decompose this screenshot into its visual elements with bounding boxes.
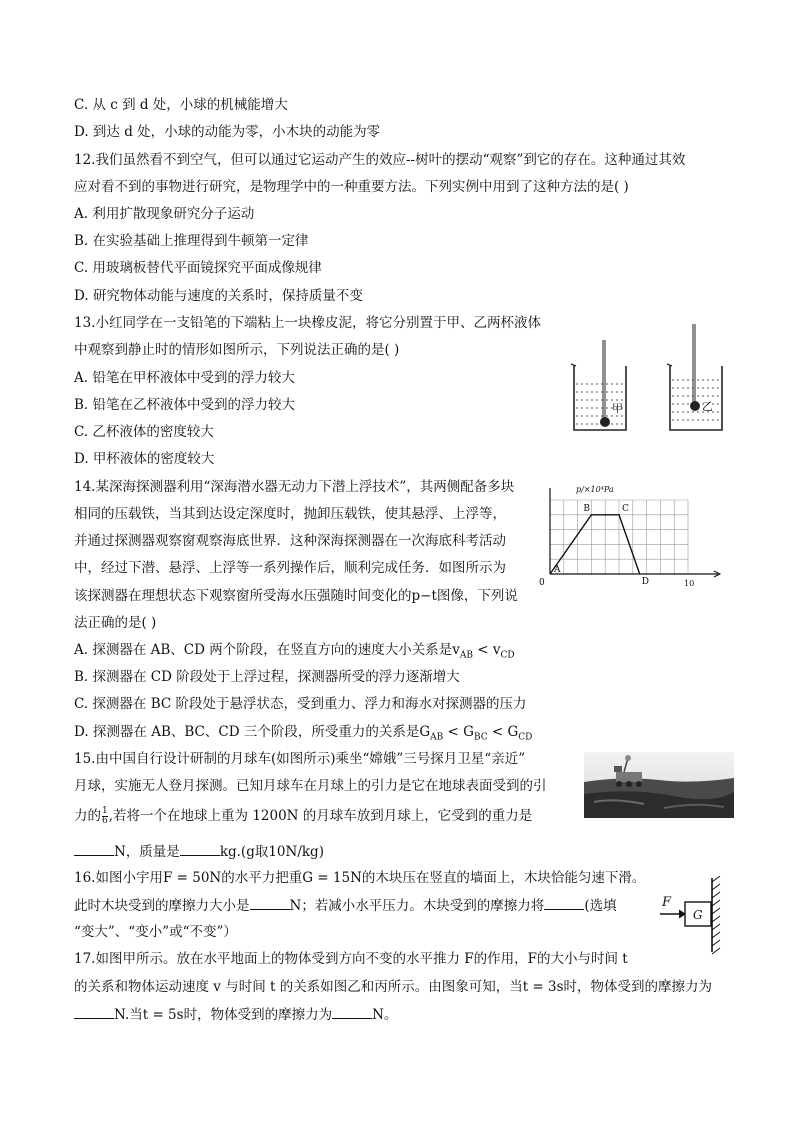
question-15-line3 [74, 806, 532, 826]
weight-label: G [693, 908, 703, 922]
q15-text-b: ,若将一个在地球上重为 1200N 的月球车放到月球上，它受到的重力是 [108, 808, 533, 824]
option-11d: D. 到达 d 处，小球的动能为零，小木块的动能为零 [74, 124, 381, 140]
option-14d-text2: < G [443, 724, 474, 740]
force-label: F [662, 895, 672, 910]
question-16-line2 [74, 895, 617, 916]
question-17-line3 [74, 1004, 397, 1025]
label-jia: 甲 [612, 402, 623, 415]
question-12-line2: 应对看不到的事物进行研究，是物理学中的一种重要方法。下列实例中用到了这种方法的是( ) [74, 179, 629, 195]
wall-hatching [712, 876, 720, 954]
q16-text-b: N；若减小水平压力。木块受到的摩擦力将 [289, 898, 545, 914]
answer-blank[interactable] [544, 895, 584, 910]
q17-text-b: N。 [372, 1007, 398, 1023]
option-14a [74, 640, 515, 666]
block-wall-figure [652, 876, 732, 956]
answer-blank[interactable] [74, 1004, 114, 1019]
option-13b: B. 铅笔在乙杯液体中受到的浮力较大 [74, 397, 296, 413]
beaker-jia [571, 340, 626, 430]
question-13-line2: 中观察到静止时的情形如图所示，下列说法正确的是( ) [74, 342, 400, 358]
answer-blank[interactable] [332, 1004, 372, 1019]
answer-blank[interactable] [180, 841, 220, 856]
option-14d-text: D. 探测器在 AB、BC、CD 三个阶段，所受重力的关系是G [74, 724, 431, 740]
point-label-B: B [583, 503, 591, 514]
question-13-line1: 13.小红同学在一支铅笔的下端粘上一块橡皮泥，将它分别置于甲、乙两杯液体 [74, 315, 541, 331]
x-tick-label: 10 [684, 579, 695, 588]
option-12d: D. 研究物体动能与速度的关系时，保持质量不变 [74, 288, 363, 304]
question-17-line1: 17.如图甲所示。放在水平地面上的物体受到方向不变的水平推力 F的作用，F的大小与时间 t [74, 951, 628, 967]
option-12b: B. 在实验基础上推理得到牛顿第一定律 [74, 233, 309, 249]
question-14-line5: 该探测器在理想状态下观察窗所受海水压强随时间变化的p−t图像，下列说 [74, 588, 518, 604]
chart-grid [550, 500, 688, 574]
option-14d-text3: < G [487, 724, 519, 740]
q16-text-a: 此时木块受到的摩擦力大小是 [74, 898, 250, 914]
question-15-line2: 月球，实施无人登月探测。已知月球车在月球上的引力是它在地球表面受到的引 [74, 778, 547, 794]
question-14-line2: 相同的压载铁，当其到达设定深度时，抛卸压载铁，使其悬浮、上浮等， [74, 506, 506, 522]
option-14c: C. 探测器在 BC 阶段处于悬浮状态，受到重力、浮力和海水对探测器的压力 [74, 696, 527, 712]
subscript: CD [500, 650, 515, 661]
q17-text-a: N.当t = 5s时，物体受到的摩擦力为 [114, 1007, 333, 1023]
question-16-line1: 16.如图小宇用F = 50N的水平力把重G = 15N的木块压在竖直的墙面上，木块恰能匀速下滑。 [74, 870, 646, 886]
fraction-one-sixth [102, 807, 108, 826]
option-11c: C. 从 c 到 d 处，小球的机械能增大 [74, 97, 288, 113]
point-label-A: A [554, 565, 561, 575]
q16-text-c: (选填 [584, 898, 617, 914]
option-12c: C. 用玻璃板替代平面镜探究平面成像规律 [74, 260, 322, 276]
pressure-time-chart [536, 478, 722, 590]
subscript: CD [518, 732, 533, 743]
y-axis-label: p/×10⁴Pa [576, 485, 614, 494]
question-16-line3: “变大”、“变小”或“不变”） [74, 924, 237, 940]
option-14a-text2: < v [473, 642, 501, 658]
lunar-rover-photo [584, 752, 734, 818]
arrow-head-icon [679, 910, 685, 918]
option-13a: A. 铅笔在甲杯液体中受到的浮力较大 [74, 370, 295, 386]
fraction-denominator: 6 [102, 816, 108, 826]
question-14-line1: 14.某深海探测器利用“深海潜水器无动力下潜上浮技术”，其两侧配备多块 [74, 479, 515, 495]
subscript: BC [473, 732, 488, 743]
beakers-figure [566, 318, 726, 438]
point-label-D: D [641, 577, 649, 587]
label-yi: 乙 [702, 400, 713, 413]
beaker-yi [667, 324, 722, 430]
origin-label: 0 [539, 578, 545, 588]
question-14-line3: 并通过探测器观察窗观察海底世界．这种深海探测器在一次海底科考活动 [74, 533, 506, 549]
question-14-line4: 中，经过下潜、悬浮、上浮等一系列操作后，顺利完成任务．如图所示为 [74, 560, 506, 576]
option-13d: D. 甲杯液体的密度较大 [74, 451, 215, 467]
question-15-line1: 15.由中国自行设计研制的月球车(如图所示)乘坐“嫦娥”三号探月卫星“亲近” [74, 751, 526, 767]
option-13c: C. 乙杯液体的密度较大 [74, 424, 214, 440]
question-14-line6: 法正确的是( ) [74, 615, 157, 631]
option-14d [74, 722, 532, 748]
point-label-C: C [622, 503, 629, 514]
question-12-line1: 12.我们虽然看不到空气，但可以通过它运动产生的效应--树叶的摆动“观察”到它的存在。这种通过其效 [74, 152, 686, 168]
option-14b: B. 探测器在 CD 阶段处于上浮过程，探测器所受的浮力逐渐增大 [74, 669, 460, 685]
q15-text-a: 力的 [74, 808, 101, 824]
q15-text-c: N，质量是 [114, 844, 180, 860]
q15-text-d: kg.(g取10N/kg) [219, 844, 324, 860]
question-15-line4 [74, 841, 324, 862]
question-17-line2: 的关系和物体运动速度 v 与时间 t 的关系如图乙和丙所示。由图象可知，当t = 3s时，物体受到的摩擦力为 [74, 979, 713, 995]
subscript: AB [430, 732, 444, 743]
answer-blank[interactable] [74, 841, 114, 856]
option-12a: A. 利用扩散现象研究分子运动 [74, 206, 255, 222]
answer-blank[interactable] [250, 895, 290, 910]
subscript: AB [459, 650, 473, 661]
fraction-numerator: 1 [102, 806, 108, 816]
option-14a-text: A. 探测器在 AB、CD 两个阶段，在竖直方向的速度大小关系是v [74, 642, 460, 658]
